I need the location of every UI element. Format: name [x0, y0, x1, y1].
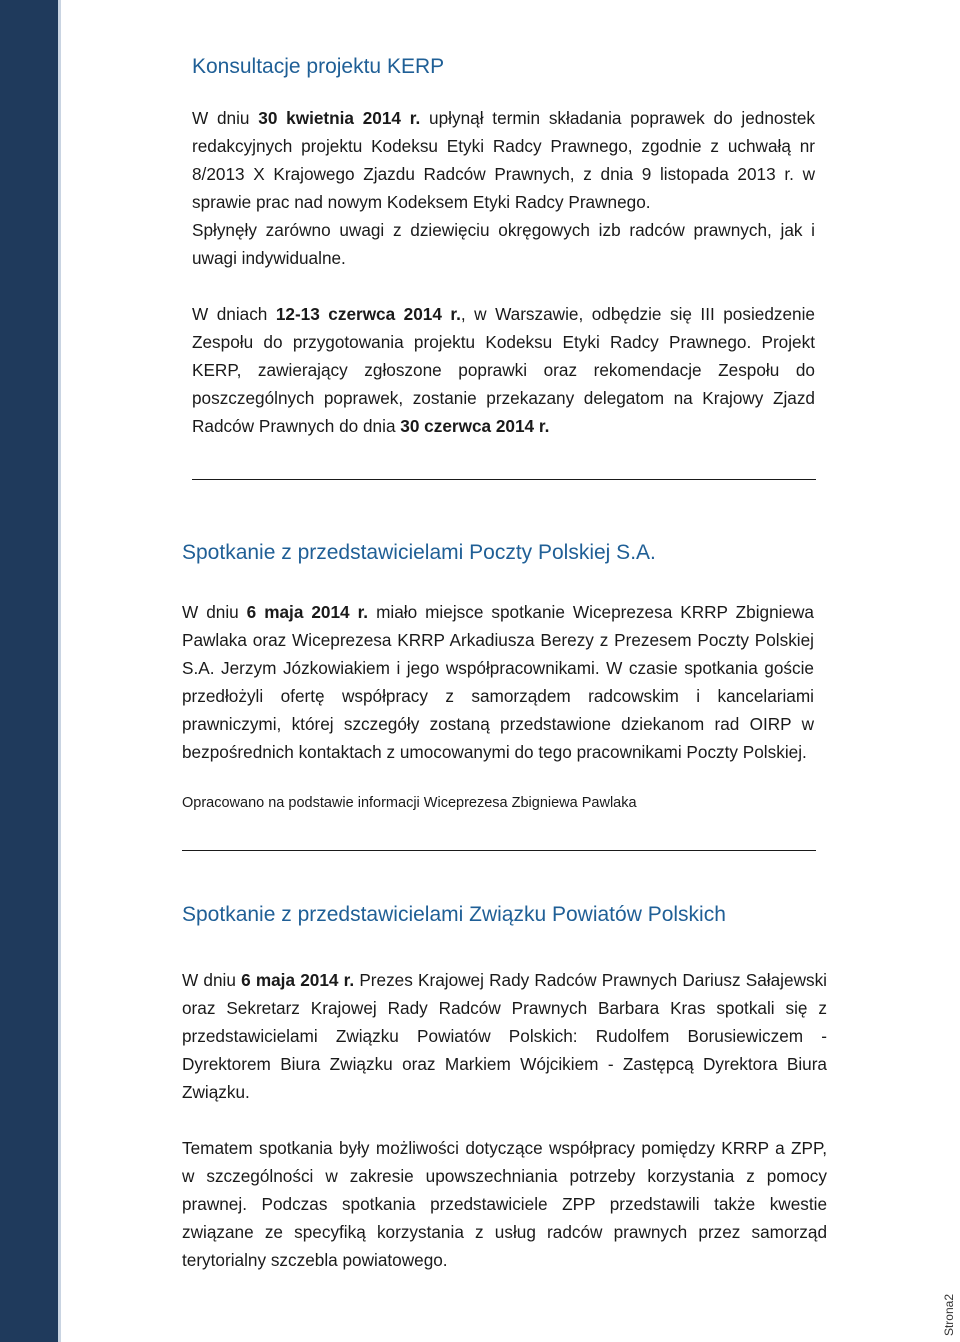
divider-line: [192, 479, 816, 480]
paragraph-zpp-meeting: W dniu 6 maja 2014 r. Prezes Krajowej Rady Radców Prawnych Dariusz Sałajewski oraz Sekretarz Krajowej Rady Radców Prawnych Barbara Kras spotkali się z przedstawicielami Związku Powiatów Polskich: Rudolfem Borusiewiczem - Dyrektorem Biura Związku oraz Markiem Wójcikiem - Zastępcą Dyrektora Biura Związku.: [182, 970, 827, 1102]
section-title-poczta: Spotkanie z przedstawicielami Poczty Polskiej S.A.: [182, 541, 656, 564]
paragraph-kerp-meeting: W dniach 12-13 czerwca 2014 r., w Warszawie, odbędzie się III posiedzenie Zespołu do przygotowania projektu Kodeksu Etyki Radcy Prawnego. Projekt KERP, zawierający zgłoszone poprawki oraz rekomendacje Zespołu do poszczególnych poprawek, zostanie przekazany delegatom na Krajowy Zjazd Radców Prawnych do dnia 30 czerwca 2014 r.: [192, 304, 815, 436]
section-title-zpp: Spotkanie z przedstawicielami Związku Powiatów Polskich: [182, 903, 726, 926]
paragraph-poczta-meeting: W dniu 6 maja 2014 r. miało miejsce spotkanie Wiceprezesa KRRP Zbigniewa Pawlaka oraz Wiceprezesa KRRP Arkadiusza Berezy z Prezesem Poczty Polskiej S.A. Jerzym Józkowiakiem i jego współpracownikami. W czasie spotkania goście przedłożyli ofertę współpracy z samorządem radcowskim i kancelariami prawniczymi, której szczegóły zostaną przedstawione dziekanom rad OIRP w bezpośrednich kontaktach z umocowanymi do tego pracownikami Poczty Polskiej.: [182, 602, 814, 762]
left-sidebar-bar: [0, 0, 58, 1342]
sidebar-divider: [58, 0, 61, 1342]
paragraph-zpp-topics: Tematem spotkania były możliwości dotyczące współpracy pomiędzy KRRP a ZPP, w szczególności w zakresie upowszechniania potrzeby korzystania z pomocy prawnej. Podczas spotkania przedstawiciele ZPP przedstawili także kwestie związane ze specyfiką korzystania z usług radców prawnych przez samorząd terytorialny szczebla powiatowego.: [182, 1138, 827, 1270]
divider-line: [182, 850, 816, 851]
paragraph-kerp-deadline: W dniu 30 kwietnia 2014 r. upłynął termin składania poprawek do jednostek redakcyjnych projektu Kodeksu Etyki Radcy Prawnego, zgodnie z uchwałą nr 8/2013 X Krajowego Zjazdu Radców Prawnych, z dnia 9 listopada 2013 r. w sprawie prac nad nowym Kodeksem Etyki Radcy Prawnego.: [192, 108, 815, 212]
source-note: Opracowano na podstawie informacji Wiceprezesa Zbigniewa Pawlaka: [182, 795, 637, 811]
paragraph-kerp-remarks: Spłynęły zarówno uwagi z dziewięciu okręgowych izb radców prawnych, jak i uwagi indywidualne.: [192, 220, 815, 268]
page-number: Strona2: [942, 1293, 956, 1336]
section-title-kerp: Konsultacje projektu KERP: [192, 55, 445, 78]
